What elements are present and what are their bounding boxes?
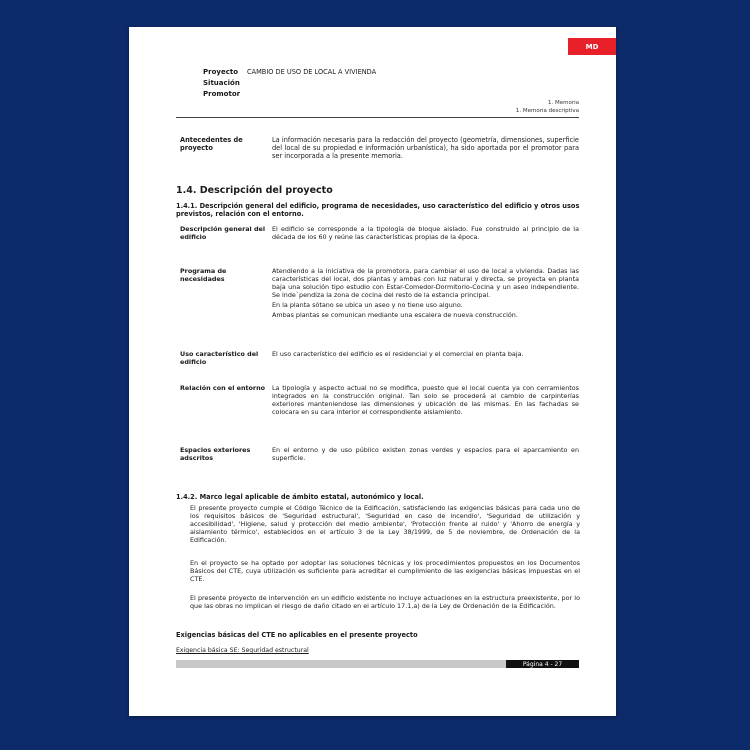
exigencias-title: Exigencias básicas del CTE no aplicables en el presente proyecto bbox=[176, 631, 418, 639]
legal-p3: El presente proyecto de intervención en un edificio existente no incluye actuaciones en la estructura preexistente, por lo que las obras no implican el riesgo de daño citado en el artículo 17.1,a) de la Ley de Ordenación de la Edificación. bbox=[190, 594, 580, 611]
relacion-block bbox=[180, 384, 579, 416]
promotor-label: Promotor bbox=[203, 90, 241, 98]
proyecto-label: Proyecto bbox=[203, 68, 239, 76]
page-number: Página 4 - 27 bbox=[506, 660, 579, 668]
project-header bbox=[203, 67, 376, 100]
subsection2-title: 1.4.2. Marco legal aplicable de ámbito estatal, autonómico y local. bbox=[176, 493, 424, 501]
descripcion-block bbox=[180, 225, 579, 241]
proyecto-value: CAMBIO DE USO DE LOCAL A VIVIENDA bbox=[247, 68, 377, 76]
espacios-block bbox=[180, 446, 579, 462]
espacios-label: Espacios exteriores adscritos bbox=[180, 446, 251, 463]
espacios-text: En el entorno y de uso público existen zonas verdes y espacios para el aparcamiento en superficie. bbox=[272, 446, 579, 463]
subsection1-title: 1.4.1. Descripción general del edificio, programa de necesidades, uso característico del edificio y otros usos previstos, relación con el entorno. bbox=[176, 202, 580, 219]
md-badge: MD bbox=[568, 38, 616, 55]
uso-block bbox=[180, 350, 579, 366]
antecedentes-label: Antecedentes de proyecto bbox=[180, 136, 243, 153]
exigencia-se: Exigencia básica SE: Seguridad estructural bbox=[176, 647, 309, 654]
uso-label: Uso característico del edificio bbox=[180, 350, 259, 367]
programa-text bbox=[272, 267, 579, 322]
programa-label: Programa de necesidades bbox=[180, 267, 227, 284]
antecedentes-block bbox=[180, 136, 579, 161]
programa-p2: En la planta sótano se ubica un aseo y no tiene uso alguno. bbox=[272, 301, 463, 310]
descripcion-label: Descripción general del edificio bbox=[180, 225, 266, 242]
legal-p2: En el proyecto se ha optado por adoptar las soluciones técnicas y los procedimientos propuestos en los Documentos Básicos del CTE, cuya utilización es suficiente para acreditar el cumplimiento de las exigencias básicas impuestas en el CTE. bbox=[190, 559, 580, 584]
memoria-label bbox=[516, 99, 579, 115]
footer-bar bbox=[176, 660, 506, 668]
programa-p3: Ambas plantas se comunican mediante una escalera de nueva construcción. bbox=[272, 311, 518, 320]
legal-p1: El presente proyecto cumple el Código Técnico de la Edificación, satisfaciendo las exigencias básicas para cada uno de los requisitos básicos de 'Seguridad estructural', 'Seguridad en caso de incendio', 'Seguridad de utilización y accesibilidad', 'Higiene, salud y protección del medio ambiente', 'Protección frente al ruido' y 'Ahorro de energía y aislamiento térmico', establecidos en el artículo 3 de la Ley 38/1999, de 5 de noviembre, de Ordenación de la Edificación. bbox=[190, 504, 580, 545]
relacion-label: Relación con el entorno bbox=[180, 384, 266, 392]
descripcion-text: El edificio se corresponde a la tipología de bloque aislado. Fue construido al principio de la década de los 60 y reúne las características propias de la época. bbox=[272, 225, 579, 242]
programa-p1: Atendiendo a la iniciativa de la promotora, para cambiar el uso de local a vivienda. Dadas las características del local, dos plantas y ambas con luz natural y directa, se proyecta en planta baja una solución tipo estudio con Estar-Comedor-Dormitorio-Cocina y un aseo independiente. Se inde`pendiza la zona de cocina del resto de la estancia principal. bbox=[272, 267, 579, 300]
programa-block bbox=[180, 267, 579, 322]
situacion-label: Situación bbox=[203, 79, 240, 87]
header-divider bbox=[176, 117, 579, 118]
antecedentes-text: La información necesaria para la redacción del proyecto (geometría, dimensiones, superficie del local de su propiedad e información urbanística), ha sido aportada por el promotor para ser incorporada a la presente memoria. bbox=[272, 136, 579, 161]
relacion-text: La tipología y aspecto actual no se modifica, puesto que el local cuenta ya con cerramientos integrados en la construcción original. Tan solo se procederá al cambio de carpinterías exteriores manteniendose las dimensiones y ubicación de las mismas. En las fachadas se colocara en su cara interior el correspondiente aislamiento. bbox=[272, 384, 579, 417]
uso-text: El uso característico del edificio es el residencial y el comercial en planta baja. bbox=[272, 350, 524, 358]
memoria-line1: 1. Memoria bbox=[547, 100, 579, 106]
document-page bbox=[129, 27, 616, 716]
section-title: 1.4. Descripción del proyecto bbox=[176, 185, 333, 196]
memoria-line2: 1. Memoria descriptiva bbox=[515, 108, 579, 114]
